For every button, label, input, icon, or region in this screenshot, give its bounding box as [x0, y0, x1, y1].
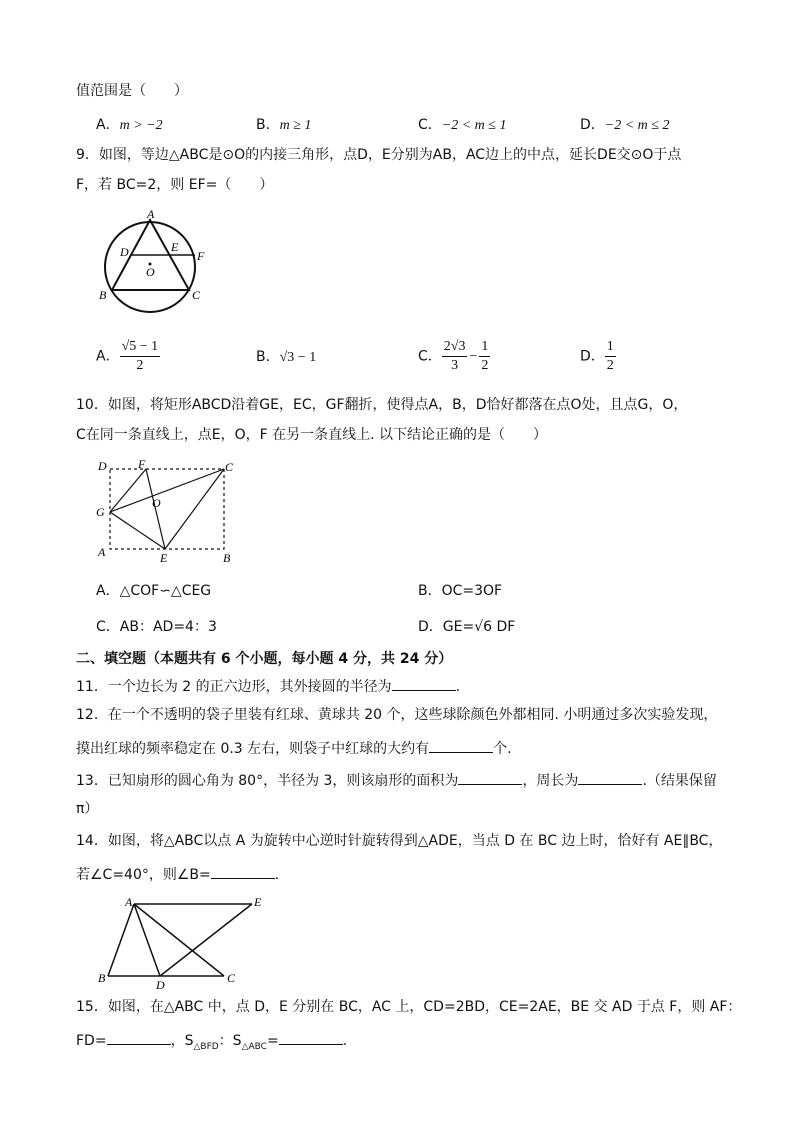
q10-label-f: F: [138, 457, 146, 471]
q14-label-c: C: [227, 971, 236, 985]
q10-stem-line2: C在同一条直线上，点E，O，F 在另一条直线上. 以下结论正确的是（ ）: [76, 427, 548, 443]
q9-option-d: D． $\frac{1}{2}$: [580, 339, 614, 373]
q10-label-e: E: [160, 551, 168, 565]
q9-option-a: A． $\frac{√5 - 1}{2}$: [96, 339, 159, 373]
q13-line2: π）: [76, 801, 99, 817]
q10-option-c: C．AB：AD=4：3: [96, 619, 217, 635]
q8-option-b: B．m ≥ 1: [256, 117, 312, 133]
q9-figure-circle-triangle: [94, 206, 214, 318]
q9-label-e: E: [171, 240, 179, 254]
q10-label-o: O: [152, 496, 161, 510]
q15-line1: 15．如图，在△ABC 中，点 D，E 分别在 BC，AC 上，CD=2BD，CE=2AE，BE 交 AD 于点 F，则 AF：: [76, 999, 742, 1015]
q9-stem-line1: 9．如图，等边△ABC是⊙O的内接三角形，点D，E分别为AB，AC边上的中点，延长DE交⊙O于点: [76, 147, 682, 163]
q14-line1: 14．如图，将△ABC以点 A 为旋转中心逆时针旋转得到△ADE，当点 D 在 BC 边上时，恰好有 AE∥BC，: [76, 833, 723, 849]
q10-stem-line1: 10．如图，将矩形ABCD沿着GE，EC，GF翻折，使得点A，B，D恰好都落在点O处，且点G，O，: [76, 397, 688, 413]
q10-option-a: A．△COF∽△CEG: [96, 583, 212, 599]
q9-option-c: C． $\frac{2√3}{3}$ − $\frac{1}{2}$: [418, 339, 489, 373]
q8-option-a: A．m > −2: [96, 117, 163, 133]
q14-label-e: E: [254, 895, 262, 909]
q12-line1: 12．在一个不透明的袋子里装有红球、黄球共 20 个，这些球除颜色外都相同. 小明通过多次实验发现，: [76, 707, 718, 723]
q9-label-f: F: [197, 249, 205, 263]
q9-option-b: B．√3 − 1: [256, 349, 317, 365]
q10-figure-folded-rectangle: [92, 456, 242, 568]
q9-label-d: D: [120, 245, 129, 259]
q14-label-b: B: [98, 971, 106, 985]
q11-line: 11．一个边长为 2 的正六边形，其外接圆的半径为 .: [76, 676, 460, 696]
q14-label-d: D: [156, 978, 165, 990]
q13-line1: 13．已知扇形的圆心角为 80°，半径为 3，则该扇形的面积为 ，周长为 .（结果保留: [76, 770, 717, 790]
q12-line2: 摸出红球的频率稳定在 0.3 左右，则袋子中红球的大约有 个.: [76, 738, 512, 758]
q9-label-a: A: [147, 207, 155, 221]
q10-label-c: C: [225, 460, 234, 474]
q9-stem-line2: F，若 BC=2，则 EF=（ ）: [76, 177, 274, 193]
q9-label-b: B: [99, 288, 107, 302]
q8-option-d: D．−2 < m ≤ 2: [580, 117, 670, 133]
q10-label-a: A: [98, 545, 106, 559]
q14-line2: 若∠C=40°，则∠B= .: [76, 864, 279, 884]
section-title-fill-in: 二、填空题（本题共有 6 个小题，每小题 4 分，共 24 分）: [76, 651, 453, 667]
q10-label-d: D: [98, 459, 107, 473]
q9-label-c: C: [192, 288, 201, 302]
q14-label-a: A: [125, 895, 133, 909]
q10-label-g: G: [96, 505, 105, 519]
q8-option-c: C．−2 < m ≤ 1: [418, 117, 507, 133]
q10-label-b: B: [223, 551, 231, 565]
q10-option-b: B．OC=3OF: [418, 583, 503, 599]
q10-option-d: D．GE=√6 DF: [418, 619, 516, 635]
q15-line2: FD= ，$S_{\triangle BFD}$：$S_{\triangle ABC}=$ .: [76, 1030, 347, 1056]
q9-label-o: O: [146, 265, 155, 279]
q14-figure-rotated-triangles: [92, 890, 272, 990]
q8-tail: 值范围是（ ）: [76, 83, 188, 99]
